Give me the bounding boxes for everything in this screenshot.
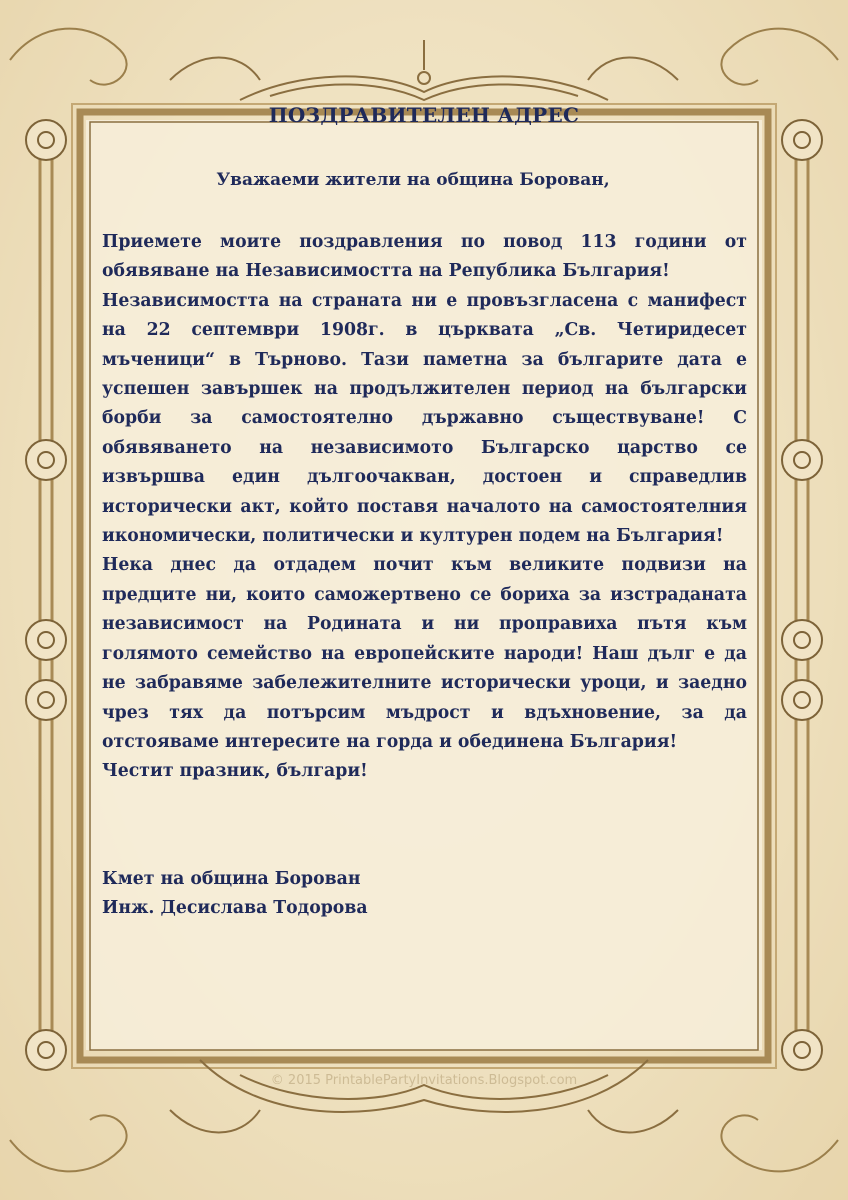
signature-position: Кмет на община Борован bbox=[102, 869, 361, 889]
signature-block bbox=[102, 865, 368, 924]
paragraph-greeting: Честит празник, българи! bbox=[102, 761, 368, 782]
page-title: ПОЗДРАВИТЕЛЕН АДРЕС bbox=[268, 103, 580, 127]
paragraph-tribute: Нека днес да отдадем почит към великите подвизи на предците ни, които саможертвено се бориха за изстраданата независимост на Родината и ни проправиха пътя към голямото семейство на европейските народи! Наш дълг е да не забравяме забележителните исторически уроци, и заедно чрез тях да потърсим мъдрост и вдъхновение, за да отстояваме интересите на горда и обединена България! bbox=[102, 555, 747, 752]
letter-body bbox=[102, 228, 747, 787]
paragraph-congratulations: Приемете моите поздравления по повод 113 години от обявяване на Независимостта на Република България! bbox=[102, 232, 747, 282]
salutation: Уважаеми жители на община Борован, bbox=[216, 170, 610, 190]
paragraph-history: Независимостта на страната ни е провъзгласена с манифест на 22 септември 1908г. в църквата „Св. Четиридесет мъченици“ в Търново. Тази паметна за българите дата е успешен завършек на продължителен период на български борби за самостоятелно държавно съществуване! С обявяването на независимото Българско царство се извършва един дългоочакван, достоен и справедлив исторически акт, който поставя началото на самостоятелния икономически, политически и културен подем на България! bbox=[102, 290, 747, 547]
signature-name: Инж. Десислава Тодорова bbox=[102, 898, 368, 919]
watermark: © 2015 PrintablePartyInvitations.Blogspot.com bbox=[270, 1073, 578, 1088]
